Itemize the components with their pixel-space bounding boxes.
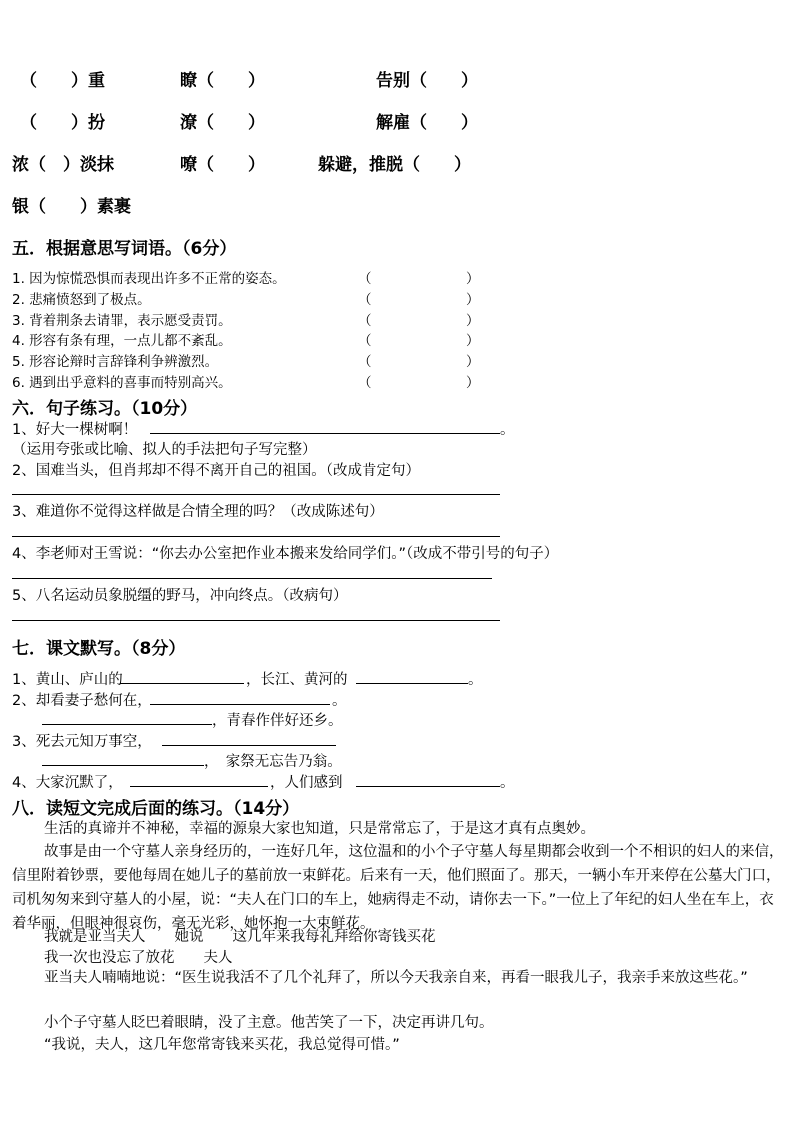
pinyin-row-3-col-2: 嘹（ ） xyxy=(180,155,265,175)
section-6-q2-answer-line[interactable] xyxy=(12,494,500,495)
section-6-q1: 1、好大一棵树啊！ xyxy=(12,422,138,438)
section-5-item-3: 3. 背着荆条去请罪，表示愿受责罚。 xyxy=(12,313,232,329)
recite-line-1-a: 1、黄山、庐山的 xyxy=(12,672,123,688)
pinyin-row-3-col-3: 躲避，推脱（ ） xyxy=(318,155,471,175)
recite-line-6-c: 。 xyxy=(500,775,515,791)
reading-paragraph-3: 我就是亚当夫人 她说 这几年来我每礼拜给你寄钱买花 xyxy=(44,929,436,945)
section-6-q1-note: （运用夸张或比喻、拟人的手法把句子写完整） xyxy=(12,442,317,458)
section-5-item-5: 5. 形容论辩时言辞锋利争辨激烈。 xyxy=(12,354,219,370)
recite-line-6-blank-2[interactable] xyxy=(356,786,500,787)
reading-paragraph-1: 生活的真谛并不神秘，幸福的源泉大家也知道，只是常常忘了，于是这才真有点奥妙。 xyxy=(44,821,595,837)
pinyin-row-2-col-3: 解雇（ ） xyxy=(376,113,478,133)
section-5-item-6: 6. 遇到出乎意料的喜事而特别高兴。 xyxy=(12,375,232,391)
section-6-q1-end: 。 xyxy=(500,422,515,438)
section-5-item-1: 1. 因为惊慌恐惧而表现出许多不正常的姿态。 xyxy=(12,271,286,287)
recite-line-1-b: ，长江、黄河的 xyxy=(246,672,348,688)
section-5-answer-3[interactable]: （ ） xyxy=(358,313,480,329)
recite-line-6-a: 4、大家沉默了， xyxy=(12,775,123,791)
section-6-q3: 3、难道你不觉得这样做是合情全理的吗？（改成陈述句） xyxy=(12,504,384,520)
recite-line-5-blank[interactable] xyxy=(42,765,204,766)
reading-paragraph-5: 亚当夫人喃喃地说：“医生说我活不了几个礼拜了，所以今天我亲自来，再看一眼我儿子，我亲手来放这些花。” xyxy=(44,970,748,986)
section-6-q5: 5、八名运动员象脱缰的野马，冲向终点。（改病句） xyxy=(12,588,348,604)
recite-line-5: ， 家祭无忘告乃翁。 xyxy=(204,754,342,770)
recite-line-2-a: 2、却看妻子愁何在， xyxy=(12,693,152,709)
section-5-item-4: 4. 形容有条有理，一点儿都不紊乱。 xyxy=(12,333,232,349)
recite-line-6-b: ，人们感到 xyxy=(270,775,343,791)
reading-paragraph-7: “我说，夫人，这几年您常寄钱来买花，我总觉得可惜。” xyxy=(44,1037,400,1053)
recite-line-3: ，青春作伴好还乡。 xyxy=(212,713,343,729)
reading-paragraph-2: 故事是由一个守墓人亲身经历的，一连好几年，这位温和的小个子守墓人每星期都会收到一个不相识的妇人的来信，信里附着钞票，要他每周在她儿子的墓前放一束鲜花。后来有一天，他们照面了。那天，一辆小车开来停在公墓大门口，司机匆匆来到守墓人的小屋，说：“夫人在门口的车上，她病得走不动，请你去一下。”一位上了年纪的妇人坐在车上，衣着华丽，但眼神很哀伤，毫无光彩，她怀抱一大束鲜花。 xyxy=(12,844,784,932)
section-5-answer-1[interactable]: （ ） xyxy=(358,271,480,287)
recite-line-1-blank-2[interactable] xyxy=(356,683,468,684)
pinyin-row-3-col-1: 浓（ ）淡抹 xyxy=(12,155,114,175)
reading-paragraph-4: 我一次也没忘了放花 夫人 xyxy=(44,950,233,966)
recite-line-3-blank[interactable] xyxy=(42,724,212,725)
pinyin-row-2-col-1: （ ）扮 xyxy=(20,113,105,133)
recite-line-6-blank-1[interactable] xyxy=(130,786,268,787)
section-6-q3-answer-line[interactable] xyxy=(12,536,500,537)
recite-line-1-blank-1[interactable] xyxy=(120,683,244,684)
section-5-answer-4[interactable]: （ ） xyxy=(358,333,480,349)
section-6-q4-answer-line[interactable] xyxy=(12,578,492,579)
section-5-title: 五．根据意思写词语。（6分） xyxy=(12,239,237,259)
pinyin-row-2-col-2: 潦（ ） xyxy=(180,113,265,133)
section-6-q1-answer-line[interactable] xyxy=(150,433,500,434)
section-6-q5-answer-line[interactable] xyxy=(12,620,500,621)
section-6-q2: 2、国难当头，但肖邦却不得不离开自己的祖国。（改成肯定句） xyxy=(12,463,420,479)
section-5-answer-2[interactable]: （ ） xyxy=(358,292,480,308)
pinyin-row-1-col-2: 瞭（ ） xyxy=(180,71,265,91)
recite-line-2-b: 。 xyxy=(332,693,347,709)
pinyin-row-4-col-1: 银（ ）素裹 xyxy=(12,197,131,217)
section-5-item-2: 2. 悲痛愤怒到了极点。 xyxy=(12,292,151,308)
recite-line-4-a: 3、死去元知万事空， xyxy=(12,734,152,750)
section-5-answer-5[interactable]: （ ） xyxy=(358,354,480,370)
pinyin-row-1-col-3: 告别（ ） xyxy=(376,71,478,91)
section-8-title: 八．读短文完成后面的练习。（14分） xyxy=(12,799,300,819)
section-6-title: 六．句子练习。（10分） xyxy=(12,399,198,419)
section-6-q4: 4、李老师对王雪说：“你去办公室把作业本搬来发给同学们。”（改成不带引号的句子） xyxy=(12,546,559,562)
reading-paragraph-6: 小个子守墓人眨巴着眼睛，没了主意。他苦笑了一下，决定再讲几句。 xyxy=(44,1015,494,1031)
recite-line-4-blank[interactable] xyxy=(162,745,336,746)
section-7-title: 七．课文默写。（8分） xyxy=(12,639,186,659)
section-5-answer-6[interactable]: （ ） xyxy=(358,375,480,391)
recite-line-1-c: 。 xyxy=(468,672,483,688)
recite-line-2-blank[interactable] xyxy=(150,704,330,705)
pinyin-row-1-col-1: （ ）重 xyxy=(20,71,105,91)
